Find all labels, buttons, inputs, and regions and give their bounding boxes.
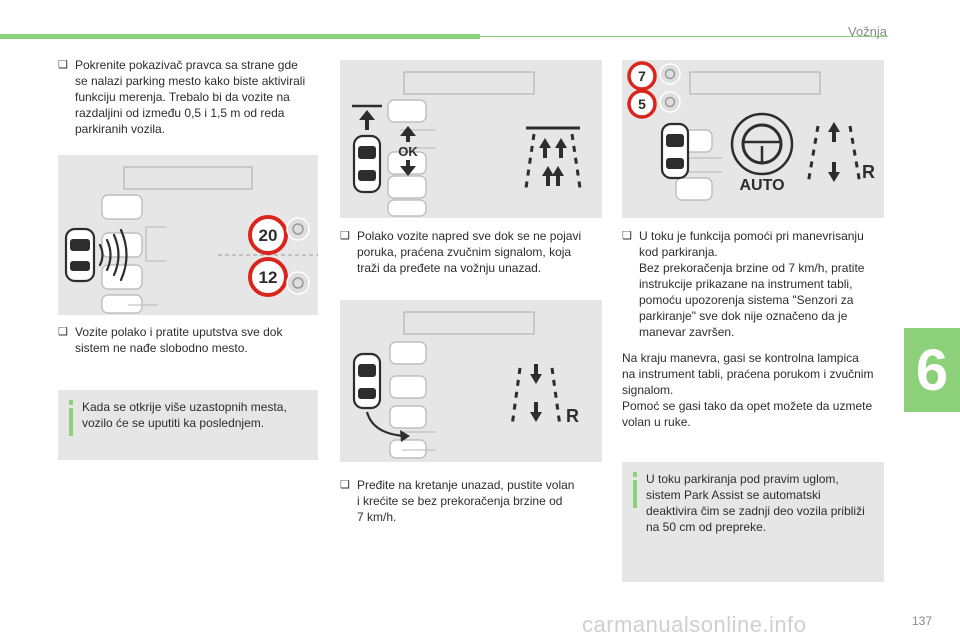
speed-sign-bottom [629,91,655,117]
forward-diagram [340,60,602,218]
parked-cars [102,195,142,313]
chapter-title: Vožnja [848,24,888,39]
speed-value-bottom: 12 [258,268,278,287]
ego-car-icon [662,124,688,178]
forward-arrow-icon [359,110,375,130]
dashboard-display-outline [404,312,534,334]
info-icon [630,472,640,508]
reverse-gear-label: R [566,406,579,426]
info-text: U toku parkiranja pod pravim uglom, sistem Park Assist se automatski deaktivira čim se zadnji deo vozila približi na 50 cm od prepreke. [646,472,865,534]
figure-auto-steering [622,60,884,218]
speed-value-top: 7 [638,68,646,84]
paragraph-end-of-manoeuvre: Na kraju manevra, gasi se kontrolna lampica na instrument tabli, praćena porukom i zvučnim signalom. Pomoć se gasi tako da opet možete da uzmete volan u ruke. [622,351,874,429]
steering-badge-top [287,218,309,240]
steering-badge-top [660,64,680,84]
checkbox-bullet-icon: ❑ [58,59,68,71]
instruction-drive-forward: ❑ Polako vozite napred sve dok se ne pojavi poruka, praćena zvučnim signalom, koja traži da pređete na vožnju unazad. [340,229,582,275]
chapter-number: 6 [915,337,949,403]
checkbox-bullet-icon: ❑ [622,230,632,242]
header-rule [480,36,888,37]
steering-badge-bottom [287,272,309,294]
instruction-parking-assist-active: ❑ U toku je funkcija pomoći pri manevrisanju kod parkiranja. Bez prekoračenja brzine od 7 km/h, pratite instrukcije prikazane na instrument tabli, pomoću upozorenja sistema "Senzori za parkiranje" sve dok nije označeno da je manevar završen. [622,229,865,339]
forward-guide-icon [526,128,580,188]
figure-reverse [340,300,602,462]
parked-cars [390,342,426,458]
instruction-drive-slowly: ❑ Vozite polako i pratite uputstva sve dok sistem ne nađe slobodno mesto. [58,325,283,355]
page-number: 137 [912,614,933,628]
auto-label: AUTO [739,177,785,194]
figure-drive-forward [340,60,602,218]
instruction-activate-indicator: ❑ Pokrenite pokazivač pravca sa strane gde se nalazi parking mesto kako biste aktivirali funkciju merenja. Trebalo bi da vozite na razdaljini od između 0,5 i 1,5 m od reda parkiranih vozila. [58,58,306,136]
dashboard-display-outline [690,72,820,94]
checkbox-bullet-icon: ❑ [340,230,350,242]
speed-sign-bottom [250,259,286,295]
watermark: carmanualsonline.info [582,612,807,637]
auto-reverse-guide-icon [808,122,875,184]
ego-car-icon [66,229,94,281]
checkbox-bullet-icon: ❑ [58,326,68,338]
info-icon [66,400,76,436]
info-box-multiple-spaces [58,390,318,460]
dashboard-display-outline [124,167,252,189]
reverse-gear-label: R [862,162,875,182]
speed-value-top: 20 [258,226,278,245]
speed-sign-top [250,217,286,253]
chapter-tab [904,328,960,412]
steering-badge-bottom [660,92,680,112]
checkbox-bullet-icon: ❑ [340,479,350,491]
scanning-diagram [58,155,318,315]
ego-car-icon [354,136,380,192]
ok-label: OK [398,144,418,159]
info-text: Kada se otkrije više uzastopnih mesta, vozilo će se uputiti ka poslednjem. [82,400,287,430]
info-box-perpendicular-parking [622,462,884,582]
dashboard-display-outline [404,72,534,94]
auto-steering-diagram [622,60,884,218]
speed-value-bottom: 5 [638,96,646,112]
steering-wheel-icon [732,114,792,174]
figure-scanning-spaces [58,155,318,315]
instruction-reverse: ❑ Pređite na kretanje unazad, pustite volan i krećite se bez prekoračenja brzine od 7 km/h. [340,478,575,524]
ego-car-icon [354,354,380,408]
reverse-guide-icon [512,364,579,426]
header-accent-bar [0,34,480,39]
reverse-diagram [340,300,602,462]
speed-sign-top [629,63,655,89]
